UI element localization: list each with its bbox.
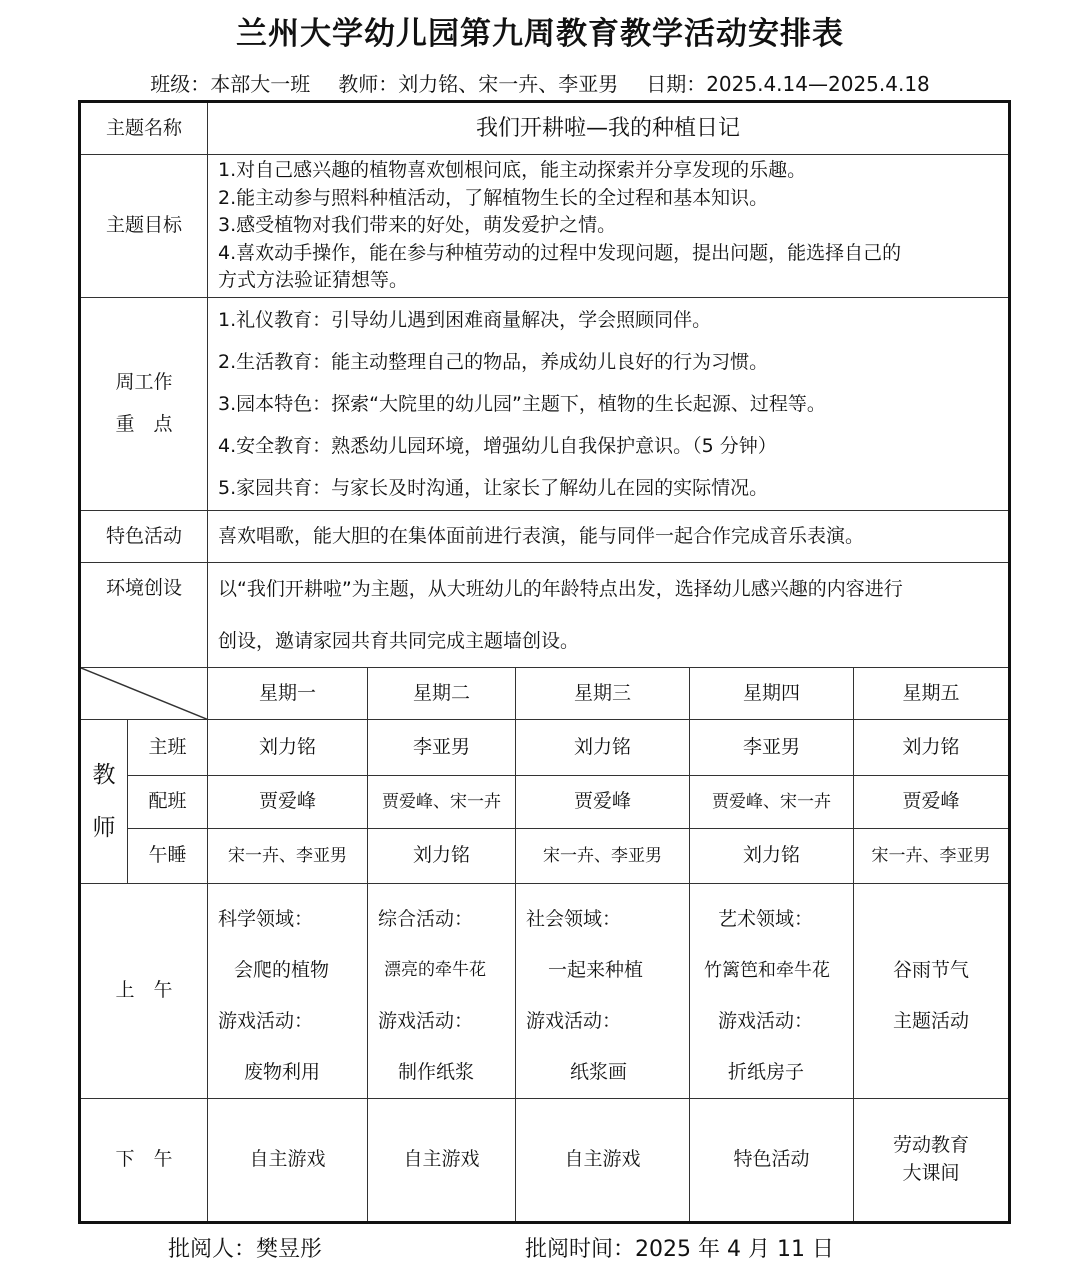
teacher-cell: 刘力铭 bbox=[516, 720, 690, 776]
teacher-cell: 贾爱峰、宋一卉 bbox=[690, 776, 854, 829]
morning-cell bbox=[208, 884, 368, 1099]
teachers-info: 教师：刘力铭、宋一卉、李亚男 bbox=[338, 72, 619, 96]
date-info: 日期：2025.4.14—2025.4.18 bbox=[646, 72, 930, 96]
goal-item: 方式方法验证猜想等。 bbox=[218, 269, 409, 292]
focus-list bbox=[208, 298, 1010, 511]
focus-label bbox=[80, 298, 208, 511]
header-meta bbox=[0, 68, 1080, 97]
teacher-cell: 刘力铭 bbox=[854, 720, 1010, 776]
morning-line: 竹篱笆和牵牛花 bbox=[704, 960, 831, 981]
focus-item: 3.园本特色：探索“大院里的幼儿园”主题下，植物的生长起源、过程等。 bbox=[218, 393, 826, 415]
teacher-cell: 刘力铭 bbox=[690, 829, 854, 884]
morning-line: 游戏活动： bbox=[218, 1010, 314, 1032]
morning-line: 综合活动： bbox=[378, 908, 474, 930]
theme-label: 主题名称 bbox=[80, 102, 208, 155]
morning-line: 废物利用 bbox=[244, 1061, 321, 1083]
role-nap: 午睡 bbox=[128, 829, 208, 884]
teacher-section-label bbox=[80, 720, 128, 884]
theme-value: 我们开耕啦—我的种植日记 bbox=[208, 102, 1010, 155]
morning-line: 制作纸浆 bbox=[398, 1061, 475, 1083]
morning-line: 漂亮的牵牛花 bbox=[384, 960, 487, 980]
environment-line: 以“我们开耕啦”为主题，从大班幼儿的年龄特点出发，选择幼儿感兴趣的内容进行 bbox=[218, 578, 903, 600]
afternoon-cell: 劳动教育 大课间 bbox=[854, 1099, 1010, 1223]
focus-item: 5.家园共育：与家长及时沟通，让家长了解幼儿在园的实际情况。 bbox=[218, 477, 769, 499]
schedule-table bbox=[78, 100, 1011, 1224]
morning-line: 游戏活动： bbox=[718, 1010, 814, 1032]
teacher-nap-row bbox=[80, 829, 1010, 884]
afternoon-cell: 自主游戏 bbox=[208, 1099, 368, 1223]
review-time: 批阅时间：2025 年 4 月 11 日 bbox=[525, 1237, 834, 1262]
teacher-cell: 宋一卉、李亚男 bbox=[208, 829, 368, 884]
morning-line: 折纸房子 bbox=[728, 1061, 805, 1083]
special-row bbox=[80, 511, 1010, 563]
afternoon-cell: 特色活动 bbox=[690, 1099, 854, 1223]
goals-label: 主题目标 bbox=[80, 155, 208, 298]
goals-list bbox=[208, 155, 1010, 298]
focus-row bbox=[80, 298, 1010, 511]
class-info: 班级：本部大一班 bbox=[150, 72, 311, 96]
morning-line: 游戏活动： bbox=[526, 1010, 622, 1032]
morning-line: 纸浆画 bbox=[570, 1061, 628, 1083]
focus-item: 2.生活教育：能主动整理自己的物品，养成幼儿良好的行为习惯。 bbox=[218, 351, 769, 373]
environment-row bbox=[80, 563, 1010, 668]
focus-item: 4.安全教育：熟悉幼儿园环境，增强幼儿自我保护意识。（5 分钟） bbox=[218, 435, 777, 457]
afternoon-row bbox=[80, 1099, 1010, 1223]
morning-line: 游戏活动： bbox=[378, 1010, 474, 1032]
role-main: 主班 bbox=[128, 720, 208, 776]
reviewer: 批阅人：樊昱彤 bbox=[168, 1237, 323, 1262]
morning-line: 科学领域： bbox=[218, 908, 314, 930]
goal-item: 1.对自己感兴趣的植物喜欢刨根问底，能主动探索并分享发现的乐趣。 bbox=[218, 159, 807, 182]
morning-row bbox=[80, 884, 1010, 1099]
morning-line: 一起来种植 bbox=[548, 959, 644, 981]
environment-value bbox=[208, 563, 1010, 668]
focus-item: 1.礼仪教育：引导幼儿遇到困难商量解决，学会照顾同伴。 bbox=[218, 309, 712, 331]
morning-line: 主题活动 bbox=[893, 1010, 970, 1032]
teacher-cell: 贾爱峰 bbox=[516, 776, 690, 829]
morning-cell bbox=[516, 884, 690, 1099]
afternoon-label: 下 午 bbox=[80, 1099, 208, 1223]
morning-line bbox=[864, 894, 998, 945]
weekday-header-row bbox=[80, 668, 1010, 720]
teacher-cell: 贾爱峰、宋一卉 bbox=[368, 776, 516, 829]
weekday-header: 星期五 bbox=[854, 668, 1010, 720]
morning-cell bbox=[368, 884, 516, 1099]
goals-row bbox=[80, 155, 1010, 298]
role-assist: 配班 bbox=[128, 776, 208, 829]
goal-item: 4.喜欢动手操作，能在参与种植劳动的过程中发现问题，提出问题，能选择自己的 bbox=[218, 241, 902, 264]
focus-label-line2: 重 点 bbox=[115, 413, 173, 435]
teacher-cell: 刘力铭 bbox=[208, 720, 368, 776]
goal-item: 2.能主动参与照料种植活动，了解植物生长的全过程和基本知识。 bbox=[218, 186, 769, 209]
teacher-cell: 宋一卉、李亚男 bbox=[854, 829, 1010, 884]
diagonal-corner-cell bbox=[80, 668, 208, 720]
special-label: 特色活动 bbox=[80, 511, 208, 563]
morning-cell bbox=[854, 884, 1010, 1099]
goal-item: 3.感受植物对我们带来的好处，萌发爱护之情。 bbox=[218, 214, 617, 237]
morning-line bbox=[864, 1047, 998, 1098]
morning-line: 艺术领域： bbox=[718, 908, 814, 930]
afternoon-cell: 自主游戏 bbox=[368, 1099, 516, 1223]
teacher-cell: 贾爱峰 bbox=[854, 776, 1010, 829]
special-value: 喜欢唱歌，能大胆的在集体面前进行表演，能与同伴一起合作完成音乐表演。 bbox=[208, 511, 1010, 563]
theme-row bbox=[80, 102, 1010, 155]
weekday-header: 星期二 bbox=[368, 668, 516, 720]
teacher-cell: 李亚男 bbox=[368, 720, 516, 776]
teacher-cell: 贾爱峰 bbox=[208, 776, 368, 829]
diagonal-line bbox=[81, 668, 209, 720]
morning-cell bbox=[690, 884, 854, 1099]
weekday-header: 星期三 bbox=[516, 668, 690, 720]
morning-line: 社会领域： bbox=[526, 908, 622, 930]
morning-label: 上 午 bbox=[80, 884, 208, 1099]
focus-label-line1: 周工作 bbox=[115, 371, 173, 394]
teacher-main-row bbox=[80, 720, 1010, 776]
page-title: 兰州大学幼儿园第九周教育教学活动安排表 bbox=[236, 16, 844, 52]
morning-line: 谷雨节气 bbox=[893, 959, 970, 981]
teacher-cell: 刘力铭 bbox=[368, 829, 516, 884]
environment-line: 创设，邀请家园共育共同完成主题墙创设。 bbox=[218, 630, 580, 652]
weekday-header: 星期一 bbox=[208, 668, 368, 720]
morning-line: 会爬的植物 bbox=[234, 959, 330, 981]
teacher-label-char: 师 bbox=[92, 814, 116, 841]
weekday-header: 星期四 bbox=[690, 668, 854, 720]
teacher-cell: 宋一卉、李亚男 bbox=[516, 829, 690, 884]
teacher-assist-row bbox=[80, 776, 1010, 829]
afternoon-cell: 自主游戏 bbox=[516, 1099, 690, 1223]
teacher-label-char: 教 bbox=[92, 761, 116, 788]
environment-label: 环境创设 bbox=[80, 563, 208, 668]
teacher-cell: 李亚男 bbox=[690, 720, 854, 776]
